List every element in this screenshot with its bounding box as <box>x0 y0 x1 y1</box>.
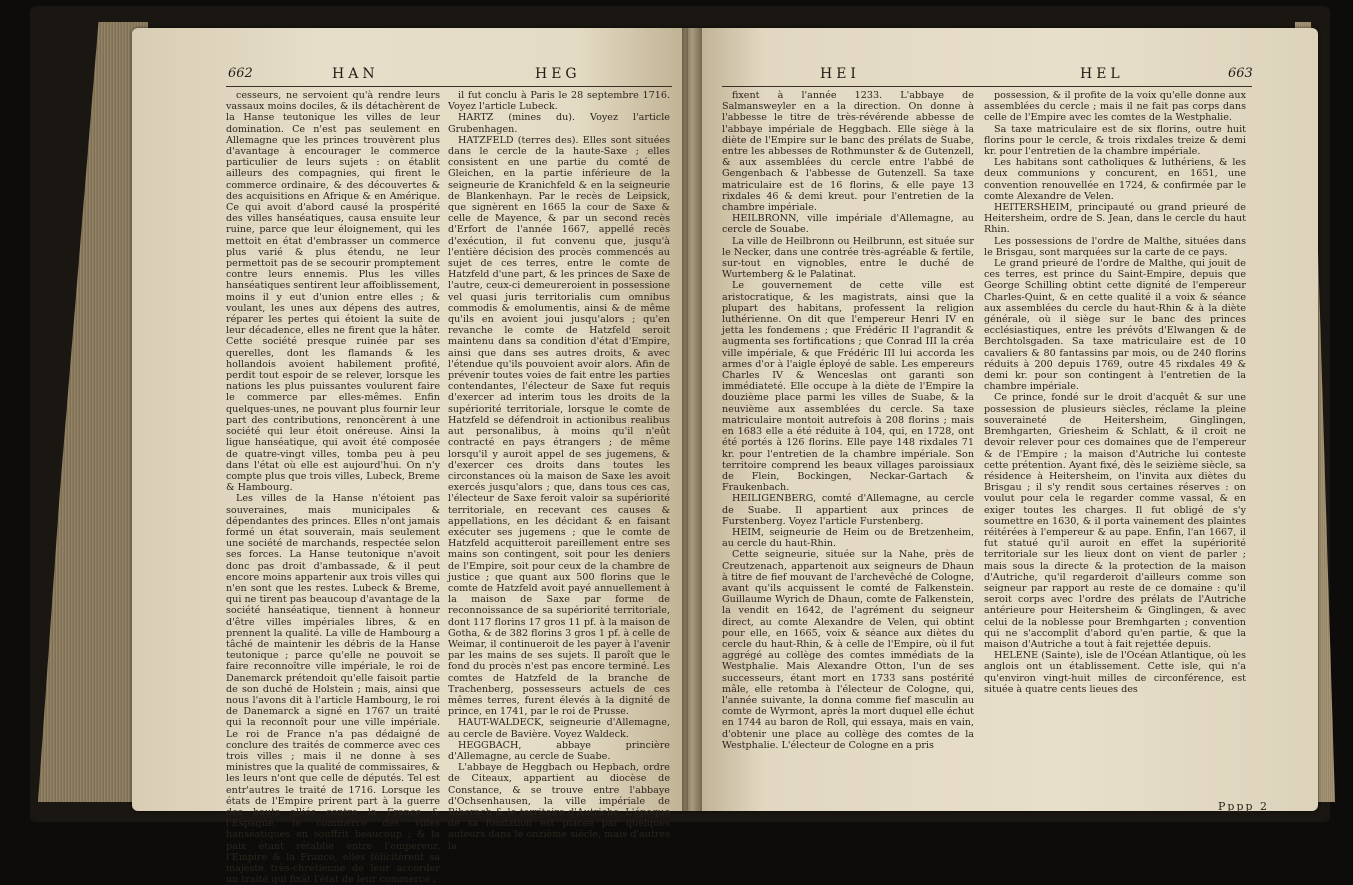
paragraph: HAUT-WALDECK, seigneurie d'Allemagne, au cercle de Bavière. Voyez Waldeck. <box>448 717 670 740</box>
paragraph: La ville de Heilbronn ou Heilbrunn, est située sur le Necker, dans une contrée très-agréable & fertile, sur-tout en vignobles, entre le duché de Wurtemberg & le Palatinat. <box>722 235 974 281</box>
right-header-rule <box>722 86 1252 87</box>
book-gutter <box>682 28 702 811</box>
paragraph: Le grand prieuré de l'ordre de Malthe, qui jouit de ces terres, est prince du Saint-Empire, depuis que George Schilling obtint cette dignité de l'empereur Charles-Quint, & en cette qualité il a voix & séance aux assemblées du cercle du haut-Rhin & à la diète générale, où il siège sur le banc des princes ecclésiastiques, entre les prévôts d'Elwangen & de Berchtolsgaden. Sa taxe matriculaire est de 10 cavaliers & 80 fantassins par mois, ou de 240 florins réduits à 200 depuis 1769, outre 45 rixdales 49 & demi kr. pour son contingent à l'entretien de la chambre impériale. <box>984 258 1246 393</box>
right-column-2 <box>984 90 1246 800</box>
paragraph: Les habitans sont catholiques & luthériens, & les deux communions y concurent, en 1651, une convention renouvellée en 1724, & confirmée par le comte Alexandre de Velen. <box>984 157 1246 202</box>
paragraph: fixent à l'année 1233. L'abbaye de Salmansweyler en a la direction. On donne à l'abbesse le titre de très-révérende abbesse de l'abbaye impériale de Heggbach. Elle siège à la diète de l'Empire sur le banc des prélats de Suabe, entre les abbesses de Rothmunster & de Gutenzell, & aux assemblées du cercle entre l'abbé de Gengenbach & l'abbesse de Gutenzell. Sa taxe matriculaire est de 16 florins, & elle paye 13 rixdales 46 & demi kreut. pour l'entretien de la chambre impériale. <box>722 90 974 214</box>
paragraph: HEGGBACH, abbaye princière d'Allemagne, au cercle de Suabe. <box>448 739 670 762</box>
paragraph: Ce prince, fondé sur le droit d'acquêt & sur une possession de plusieurs siècles, réclame la pleine souveraineté de Heitersheim, Ginglingen, Bremhgarten, Griesheim & Schlatt, & il croit ne devoir relever pour ces domaines que de l'empereur & de l'Empire ; la maison d'Autriche lui conteste cette prétention. Ayant fixé, dès le seizième siècle, sa résidence à Heitersheim, on l'invita aux diètes du Brisgau ; il s'y rendit sous certaines réserves : on voulut pour cela le regarder comme vassal, & en exiger toutes les charges. Il fut obligé de s'y soumettre en 1630, & il porta vainement des plaintes réitérées à l'empereur & au pape. Enfin, l'an 1667, il fut statué qu'il auroit en effet la supériorité territoriale sur les lieux dont on vient de parler ; mais sous la directe & la protection de la maison d'Autriche, qu'il regarderoit d'ailleurs comme son seigneur par rapport au reste de ce domaine : qu'il seroit corps avec l'ordre des prélats de l'Autriche antérieure pour Heitersheim & Ginglingen, & avec celui de la noblesse pour Bremhgarten ; convention qui ne s'accomplit d'abord qu'en partie, & que la maison d'Autriche a tout à fait rejettée depuis. <box>984 392 1246 650</box>
paragraph: HARTZ (mines du). Voyez l'article Grubenhagen. <box>448 112 670 135</box>
right-column-1 <box>722 90 974 800</box>
paragraph: Les possessions de l'ordre de Malthe, situées dans le Brisgau, sont marquées sur la carte de ce pays. <box>984 235 1246 258</box>
paragraph: il fut conclu à Paris le 28 septembre 1716. Voyez l'article Lubeck. <box>448 90 670 113</box>
paragraph: HEIM, seigneurie de Heim ou de Bretzenheim, au cercle du haut-Rhin. <box>722 526 974 550</box>
left-column-1 <box>226 90 440 885</box>
paragraph: Les villes de la Hanse n'étoient pas souveraines, mais municipales & dépendantes des princes. Elles n'ont jamais formé un état souverain, mais seulement une société de marchands, respectée selon ses forces. La Hanse teutonique n'avoit donc pas droit d'ambassade, & il peut encore moins appartenir aux trois villes qui n'en sont que les restes. Lubeck & Breme, qui ne tirent pas beaucoup d'avantage de la société hanséatique, tiennent à honneur d'être villes impériales libres, & en prennent la qualité. La ville de Hambourg a tâché de maintenir les débris de la Hanse teutonique ; parce qu'elle ne pouvoit se faire reconnoître ville impériale, le roi de Danemarck prétendoit qu'elle faisoit partie de son duché de Holstein ; mais, ainsi que nous l'avons dit à l'article Hambourg, le roi de Danemarck a signé en 1767 un traité qui la reconnoît pour une ville impériale. Le roi de France n'a pas dédaigné de conclure des traités de commerce avec ces trois villes ; mais il ne donne à ses ministres que la qualité de commissaires, & les leurs n'ont que celle de députés. Tel est entr'autres le traité de 1716. Lorsque les états de l'Empire prirent part à la guerre des hauts alliés contre la France & l'Espagne, le commerce des villes hanséatiques en souffrit beaucoup ; & la paix étant rétablie entre l'empereur, l'Empire & la France, elles félicitèrent sa majesté très-chrétienne de leur accorder un traité qui fixât l'état de leur commerce ; <box>226 493 440 885</box>
signature-mark: Pppp 2 <box>1218 800 1270 813</box>
paragraph: possession, & il profite de la voix qu'elle donne aux assemblées du cercle ; mais il ne fait pas corps dans celle de l'Empire avec les comtes de la Westphalie. <box>984 90 1246 124</box>
left-column-2 <box>448 90 670 852</box>
paragraph: Le gouvernement de cette ville est aristocratique, & les magistrats, ainsi que la plupart des habitans, professent la religion luthérienne. On dit que l'empereur Henri IV en jetta les fondemens ; que Frédéric II l'agrandit & augmenta ses fortifications ; que Conrad III la créa ville impériale, & que Frédéric III lui accorda les armes d'or à l'aigle éployé de sable. Les empereurs Charles IV & Wenceslas ont garanti son immédiateté. Elle occupe à la diète de l'Empire la douzième place parmi les villes de Suabe, & la neuvième aux assemblées du cercle. Sa taxe matriculaire montoit autrefois à 208 florins ; mais en 1683 elle a été réduite à 104, qui, en 1728, ont été portés à 126 florins. Elle paye 148 rixdales 71 kr. pour l'entretien de la chambre impériale. Son territoire comprend les beaux villages paroissiaux de Flein, Bockingen, Neckar-Gartach & Fraukenbach. <box>722 280 974 494</box>
paragraph: HEILIGENBERG, comté d'Allemagne, au cercle de Suabe. Il appartient aux princes de Furstenberg. Voyez l'article Furstenberg. <box>722 493 974 527</box>
paragraph: cesseurs, ne servoient qu'à rendre leurs vassaux moins dociles, & ils détachèrent de la Hanse teutonique les villes de leur domination. Ce n'est pas seulement en Allemagne que les princes trouvèrent plus d'avantage à encourager le commerce particulier de leurs sujets : on établit ailleurs des compagnies, qui firent le commerce ordinaire, & des découvertes & des acquisitions en Afrique & en Amérique. Ce qui avoit d'abord causé la prospérité des villes hanséatiques, causa ensuite leur ruine, parce que leur éloignement, qui les mettoit en état d'embrasser un commerce plus varié & plus étendu, ne leur permettoit pas de se secourir promptement contre leurs ennemis. Plus les villes hanséatiques sentirent leur affoiblissement, moins il y eut d'union entre elles ; & voulant, les unes aux dépens des autres, réparer les pertes qui étoient la suite de leur décadence, elles ne firent que la hâter. Cette société presque ruinée par ses querelles, dont les flamands & les hollandois avoient habilement profité, perdit tout espoir de se relever, lorsque les nations les plus puissantes voulurent faire le commerce par elles-mêmes. Enfin quelques-unes, ne pouvant plus fournir leur part des contributions, renoncèrent à une société qui leur étoit onéreuse. Ainsi la ligue hanséatique, qui avoit été composée de quatre-vingt villes, tomba peu à peu dans l'état où elle est aujourd'hui. On n'y compte plus que trois villes, Lubeck, Breme & Hambourg. <box>226 90 440 494</box>
right-page-number: 663 <box>1228 66 1253 81</box>
paragraph: L'abbaye de Heggbach ou Hepbach, ordre de Citeaux, appartient au diocèse de Constance, & se trouve entre l'abbaye d'Ochsenhausen, la ville impériale de Biberach & le territoire d'Autriche. L'époque de sa fondation est placée par quelques auteurs dans le onzième siècle, mais d'autres la <box>448 762 670 852</box>
right-running-head-2: HEL <box>1080 66 1124 82</box>
right-running-head-1: HEI <box>820 66 860 82</box>
paragraph: HEITERSHEIM, principauté ou grand prieuré de Heitersheim, ordre de S. Jean, dans le cercle du haut Rhin. <box>984 202 1246 236</box>
left-header-rule <box>226 86 672 87</box>
paragraph: Cette seigneurie, située sur la Nahe, près de Creutzenach, appartenoit aux seigneurs de Dhaun à titre de fief mouvant de l'archevêché de Cologne, avant qu'ils acquissent le comté de Falkenstein. Guillaume Wyrich de Dhaun, comte de Falkenstein, la vendit en 1642, de l'agrément du seigneur direct, au comte Alexandre de Velen, qui obtint pour elle, en 1665, voix & séance aux diètes du cercle du haut-Rhin, & à celle de l'Empire, où il fut aggrégé au collège des comtes immédiats de la Westphalie. Mais Alexandre Otton, l'un de ses successeurs, étant mort en 1733 sans postérité mâle, elle retomba à l'électeur de Cologne, qui, l'année suivante, la donna comme fief masculin au comte de Wyrmont, après la mort duquel elle échut en 1744 au baron de Roll, qui essaya, mais en vain, d'obtenir une place au collège des comtes de la Westphalie. L'électeur de Cologne en a pris <box>722 549 974 751</box>
left-running-head-1: HAN <box>332 66 379 82</box>
paragraph: HELENE (Sainte), isle de l'Océan Atlantique, où les anglois ont un établissement. Cette isle, qui n'a qu'environ vingt-huit milles de circonférence, est située à quatre cents lieues des <box>984 650 1246 695</box>
paragraph: HATZFELD (terres des). Elles sont situées dans le cercle de la haute-Saxe ; elles consistent en une partie du comté de Gleichen, en la partie inférieure de la seigneurie de Kranichfeld & en la seigneurie de Blankenhayn. Par le recès de Leipsick, que signèrent en 1665 la cour de Saxe & celle de Mayence, & par un second recès d'Erfort de l'année 1667, appellé recès d'exécution, il fut convenu que, jusqu'à l'entière décision des procès commencés au sujet de ces terres, entre le comte de Hatzfeld d'une part, & les princes de Saxe de l'autre, ceux-ci demeureroient in possessione vel quasi juris territorialis cum omnibus commodis & emolumentis, ainsi & de même qu'ils en avoient joui jusqu'alors ; qu'en revanche le comte de Hatzfeld seroit maintenu dans sa condition d'état d'Empire, ainsi que dans ses autres droits, & avec l'étendue qu'ils pouvoient avoir alors. Afin de prévenir toutes voies de fait entre les parties contendantes, l'électeur de Saxe fut requis d'exercer ad interim tous les droits de la supériorité territoriale, lorsque le comte de Hatzfeld se défendroit in actionibus realibus aut personalibus, à moins qu'il n'eût contracté en pays étrangers ; de même lorsqu'il y auroit appel de ses jugemens, & d'exercer ces droits dans toutes les circonstances où la maison de Saxe les avoit exercés jusqu'alors ; que, dans tous ces cas, l'électeur de Saxe feroit valoir sa supériorité territoriale, en recevant ces causes & appellations, en les décidant & en faisant exécuter ses jugemens ; que le comte de Hatzfeld acquitteroit pareillement entre ses mains son contingent, soit pour les deniers de l'Empire, soit pour ceux de la chambre de justice ; que quant aux 500 florins que le comte de Hatzfeld avoit payé annuellement à la maison de Saxe par forme de reconnoissance de sa supériorité territoriale, dont 117 florins 17 gros 11 pf. à la maison de Gotha, & de 382 florins 3 gros 1 pf. à celle de Weimar, il continueroit de les payer à l'avenir par les mains de ses sujets. Il paroît que le fond du procès n'est pas encore terminé. Les comtes de Hatzfeld de la branche de Trachenberg, possesseurs actuels de ces mêmes terres, furent élevés à la dignité de prince, en 1741, par le roi de Prusse. <box>448 134 670 718</box>
paragraph: Sa taxe matriculaire est de six florins, outre huit florins pour le cercle, & trois rixdales treize & demi kr. pour l'entretien de la chambre impériale. <box>984 123 1246 158</box>
paragraph: HEILBRONN, ville impériale d'Allemagne, au cercle de Souabe. <box>722 213 974 236</box>
left-running-head-2: HEG <box>535 66 581 82</box>
left-page-number: 662 <box>228 66 253 81</box>
